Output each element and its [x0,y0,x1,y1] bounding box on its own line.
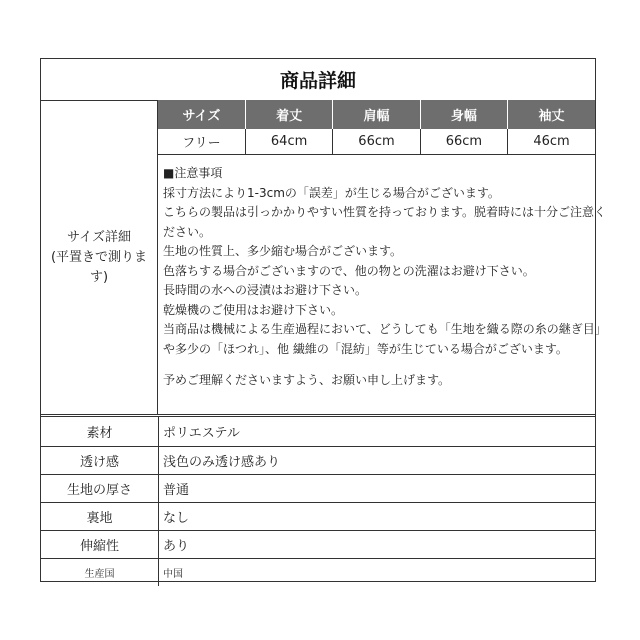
detail-value: ポリエステル [163,426,240,441]
notes-line: 色落ちする場合がございますので、他の物との洗濯はお避け下さい。 [163,263,535,278]
product-detail-sheet [40,58,607,582]
size-header-sleeve: 袖丈 [508,100,595,129]
detail-row-origin [41,559,595,587]
detail-row-thickness [41,475,595,503]
size-table-row [158,129,595,155]
notes-line: 採寸方法により1-3cmの「誤差」が生じる場合がございます。 [163,185,500,200]
detail-label: 生産国 [41,559,159,587]
size-value-size: フリー [158,129,245,155]
detail-value: あり [159,531,596,559]
detail-label: 伸縮性 [41,531,159,559]
size-header-length: 着丈 [245,100,332,129]
size-header-size: サイズ [158,100,245,129]
detail-value: 普通 [159,475,596,503]
notes-spacer [163,359,585,371]
notes-line: こちらの製品は引っかかりやすい性質を持っております。脱着時には十分ご注意く [163,205,607,219]
detail-row-material [41,416,595,447]
size-header-width: 身幅 [420,100,507,129]
notes-line: 当商品は機械による生産過程において、どうしても「生地を織る際の糸の継ぎ目」 [163,322,607,336]
detail-row-lining [41,503,595,531]
notes-line: や多少の「ほつれ」、他 繊維の「混紡」等が生じている場合がございます。 [163,341,568,356]
notes-line: ださい。 [163,224,212,239]
size-value-length: 64cm [245,129,332,155]
notes-block [159,156,607,414]
detail-row-sheerness [41,447,595,475]
detail-label: 透け感 [41,447,159,475]
notes-line: 長時間の水への浸漬はお避け下さい。 [163,283,368,297]
size-detail-label: サイズ詳細 (平置きで測りま す) [41,100,158,415]
detail-label: 裏地 [41,503,159,531]
size-table-header-row [158,100,595,129]
detail-value: 中国 [159,559,596,587]
detail-label: 素材 [41,416,159,447]
detail-label: 生地の厚さ [41,475,159,503]
size-header-shoulder: 肩幅 [333,100,420,129]
detail-value: 浅色のみ透け感あり [159,447,596,475]
page-title: 商品詳細 [41,59,595,101]
notes-closing: 予めご理解くださいますよう、お願い申し上げます。 [163,373,451,387]
notes-heading: ■注意事項 [163,166,223,180]
size-value-sleeve: 46cm [508,129,595,155]
detail-table [41,414,595,586]
size-value-shoulder: 66cm [333,129,420,155]
detail-value: なし [159,503,596,531]
detail-row-stretch [41,531,595,559]
notes-line: 乾燥機のご使用はお避け下さい。 [163,302,344,317]
size-table [158,100,595,155]
size-value-width: 66cm [420,129,507,155]
notes-line: 生地の性質上、多少縮む場合がございます。 [163,244,403,258]
